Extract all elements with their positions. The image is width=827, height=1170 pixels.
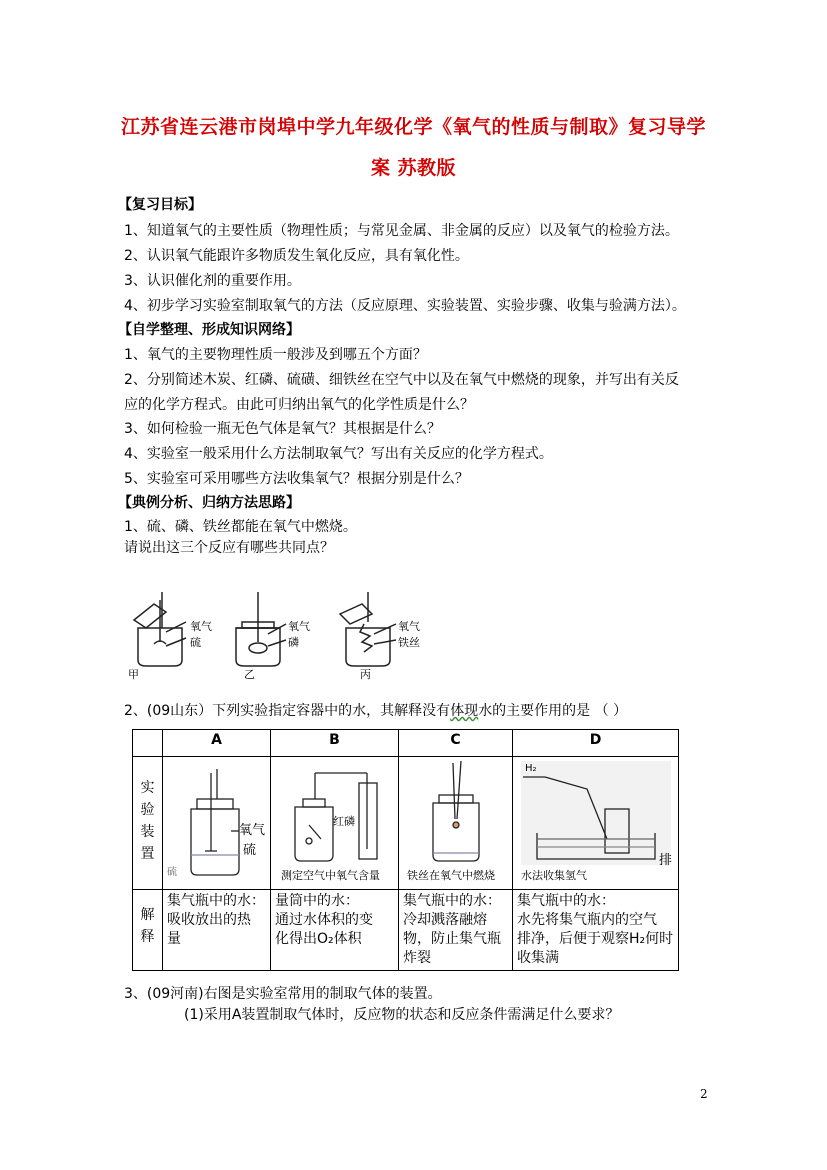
table-header-corner	[133, 730, 163, 757]
self-study-item: 1、氧气的主要物理性质一般涉及到哪五个方面？	[124, 347, 427, 363]
explanation-line: 炸裂	[403, 950, 431, 966]
goal-item-3: 3、认识催化剂的重要作用。	[124, 273, 301, 289]
row-label-char: 装	[140, 824, 155, 840]
explanation-line: 物，防止集气瓶	[403, 931, 501, 947]
page-number: 2	[700, 1087, 708, 1101]
apparatus-d	[513, 757, 679, 890]
section-heading-self-study: 【自学整理、形成知识网络】	[118, 322, 300, 338]
apparatus-c-caption: 铁丝在氧气中燃烧	[407, 869, 495, 882]
section-heading-examples: 【典例分析、归纳方法思路】	[118, 495, 300, 511]
question-1-line2: 请说出这三个反应有哪些共同点？	[124, 540, 334, 556]
explanation-line: 通过水体积的变	[275, 912, 373, 928]
figure-2-gas: 氧气	[288, 620, 310, 633]
combustion-figures	[124, 592, 464, 682]
apparatus-d-extra-label: 排	[659, 853, 673, 868]
question-2	[124, 700, 627, 720]
question-2-suffix: 水的主要作用的是 （ ）	[478, 703, 628, 719]
table-row-apparatus	[133, 757, 679, 890]
explanation-line: 集气瓶中的水：	[403, 893, 501, 909]
explanation-line: 冷却溅落融熔	[403, 912, 487, 928]
apparatus-b-red-phosphorus-label: 红磷	[333, 815, 355, 828]
figure-3-label: 丙	[360, 668, 371, 681]
table-row-explanation	[133, 890, 679, 971]
self-study-item: 5、实验室可采用哪些方法收集氧气？根据分别是什么？	[124, 471, 469, 487]
question-2-wavy-word: 体现	[450, 703, 479, 719]
goal-item-1: 1、知道氧气的主要性质（物理性质；与常见金属、非金属的反应）以及氧气的检验方法。	[124, 223, 679, 239]
row-label-char: 验	[140, 802, 155, 818]
question-2-prefix: 2、(09山东）下列实验指定容器中的水，其解释没有	[124, 703, 451, 719]
apparatus-c-drawing	[403, 759, 511, 869]
self-study-item: 2、分别简述木炭、红磷、硫磺、细铁丝在空气中以及在氧气中燃烧的现象，并写出有关反	[124, 372, 679, 388]
apparatus-a-bottom-label: 硫	[167, 867, 177, 878]
row-label-char: 实	[140, 780, 155, 796]
doc-title-line2: 案 苏教版	[370, 157, 457, 179]
figure-1-label: 甲	[128, 668, 139, 681]
explanation-line: 化得出O₂体积	[275, 931, 362, 947]
table-header-d: D	[513, 730, 679, 757]
figure-1-gas: 氧气	[190, 620, 212, 633]
table-header-c: C	[399, 730, 513, 757]
row-label-explanation	[133, 890, 163, 971]
apparatus-d-caption: 水法收集氢气	[521, 869, 587, 882]
apparatus-a-gas-label: 氧气	[239, 823, 266, 838]
apparatus-a	[163, 757, 271, 890]
row-label-char: 释	[140, 929, 155, 945]
explanation-d	[513, 890, 679, 971]
explanation-line: 集气瓶中的水：	[517, 893, 615, 909]
figure-2-substance: 磷	[288, 636, 299, 649]
explanation-line: 集气瓶中的水：	[167, 893, 265, 909]
explanation-line: 量	[167, 931, 181, 947]
question-3-line2: (1)采用A装置制取气体时，反应物的状态和反应条件需满足什么要求？	[184, 1007, 620, 1023]
self-study-item: 3、如何检验一瓶无色气体是氧气？其根据是什么？	[124, 421, 441, 437]
explanation-line: 量筒中的水：	[275, 893, 359, 909]
doc-title-line1: 江苏省连云港市岗埠中学九年级化学《氧气的性质与制取》复习导学	[120, 116, 706, 138]
row-label-char: 置	[140, 846, 155, 862]
explanation-c	[399, 890, 513, 971]
table-header-a: A	[163, 730, 271, 757]
figure-3-gas: 氧气	[398, 620, 420, 633]
apparatus-c	[399, 757, 513, 890]
table-header-row	[133, 730, 679, 757]
explanation-line: 收集满	[517, 950, 559, 966]
figure-2-label: 乙	[244, 668, 255, 681]
apparatus-d-h2-label: H₂	[525, 763, 537, 774]
self-study-item: 4、实验室一般采用什么方法制取氧气？写出有关反应的化学方程式。	[124, 446, 553, 462]
table-header-b: B	[271, 730, 399, 757]
row-label-apparatus	[133, 757, 163, 890]
explanation-b	[271, 890, 399, 971]
experiment-table	[132, 729, 679, 971]
apparatus-b	[271, 757, 399, 890]
explanation-line: 排净，后便于观察H₂何时	[517, 931, 674, 947]
apparatus-d-drawing	[517, 759, 675, 867]
question-1-line1: 1、硫、磷、铁丝都能在氧气中燃烧。	[124, 519, 357, 535]
row-label-char: 解	[140, 907, 155, 923]
explanation-line: 水先将集气瓶内的空气	[517, 912, 657, 928]
explanation-a	[163, 890, 271, 971]
question-3-line1: 3、(09河南)右图是实验室常用的制取气体的装置。	[124, 986, 442, 1002]
goal-item-4: 4、初步学习实验室制取氧气的方法（反应原理、实验装置、实验步骤、收集与验满方法）。	[124, 298, 686, 314]
explanation-line: 吸收放出的热	[167, 912, 251, 928]
figure-1-substance: 硫	[190, 636, 201, 649]
apparatus-b-caption: 测定空气中氧气含量	[281, 869, 380, 882]
section-heading-goals: 【复习目标】	[118, 197, 202, 213]
apparatus-a-substance-label: 硫	[243, 843, 257, 858]
goal-item-2: 2、认识氧气能跟许多物质发生氧化反应，具有氧化性。	[124, 248, 469, 264]
figure-3-substance: 铁丝	[398, 636, 420, 649]
self-study-item: 应的化学方程式。由此可归纳出氧气的化学性质是什么？	[124, 397, 474, 413]
